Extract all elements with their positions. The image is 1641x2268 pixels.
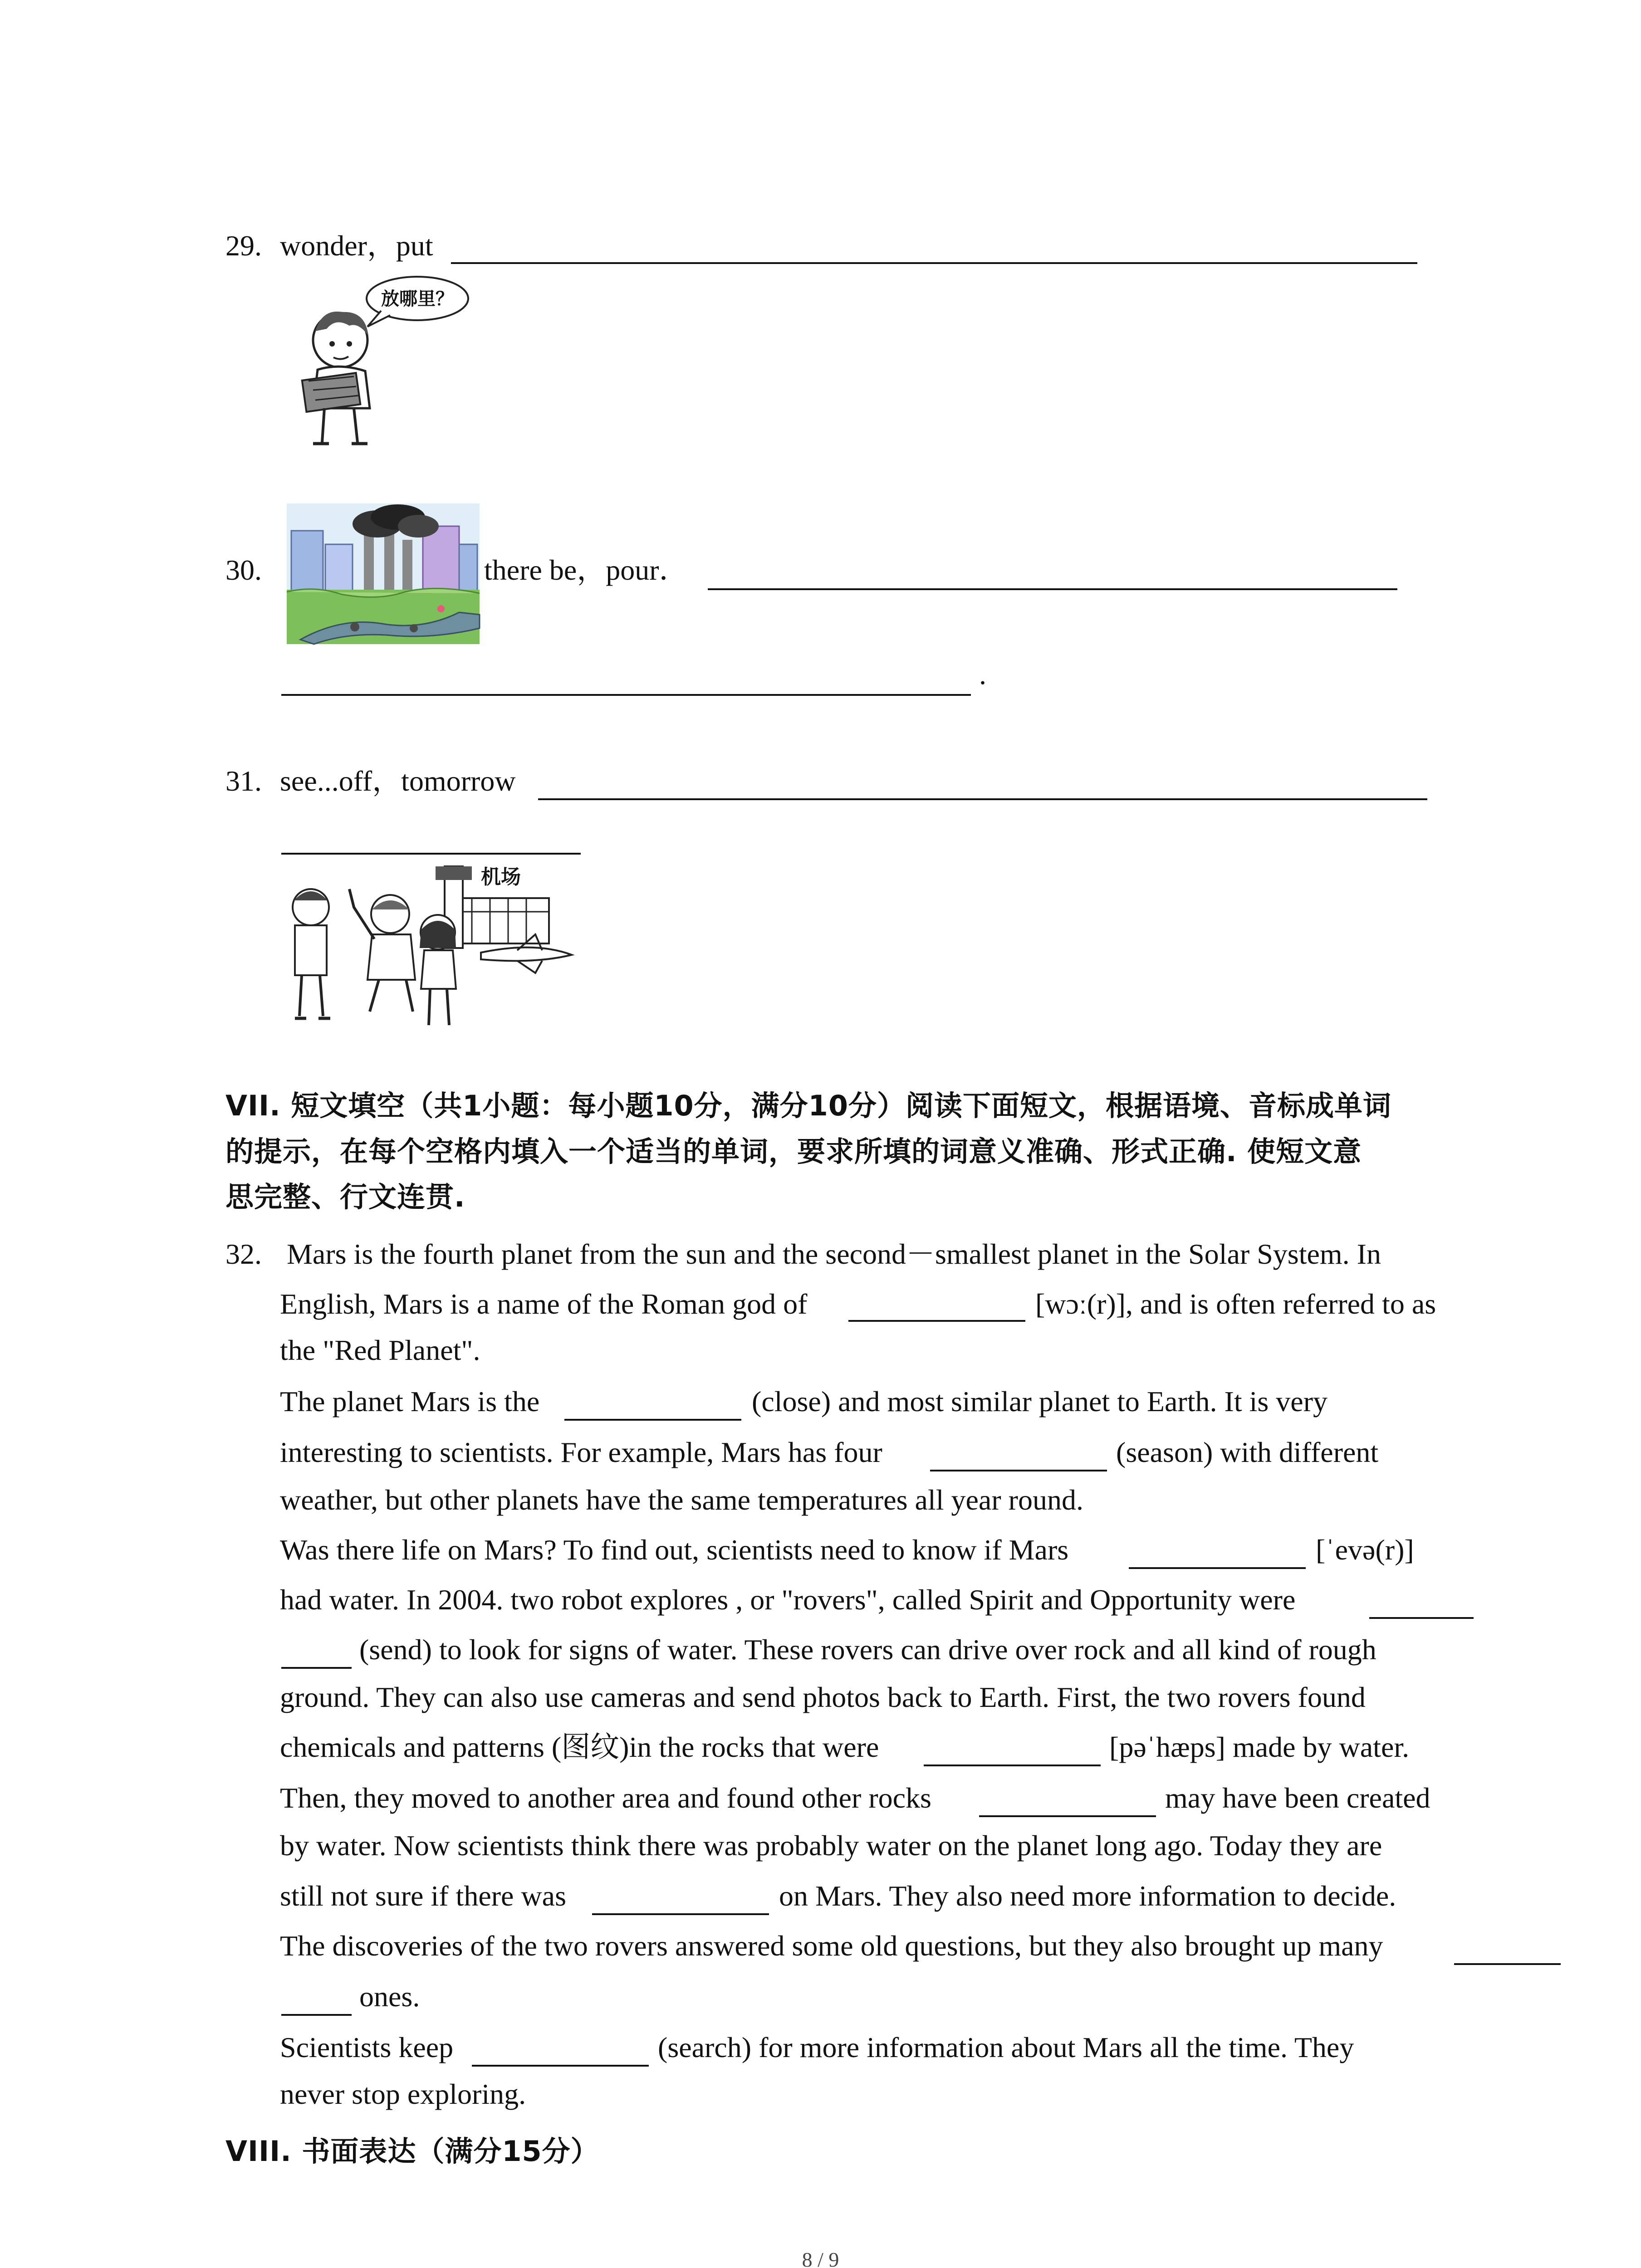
q30-answer-line-2[interactable]	[281, 694, 971, 696]
q32-number: 32.	[225, 1238, 262, 1270]
q32-text-18: may have been created	[1165, 1782, 1430, 1814]
q29-boy-illustration	[281, 272, 472, 449]
q32-text-6: (close) and most similar planet to Earth. It is very	[752, 1385, 1327, 1418]
q32-text-12: had water. In 2004. two robot explores , or "rovers", called Spirit and Opportunity were	[280, 1584, 1296, 1616]
q32-text-23: ones.	[359, 1980, 420, 2013]
airport-sign: 机场	[481, 865, 521, 889]
q32-text-20: still not sure if there was	[280, 1880, 566, 1912]
q32-text-14: ground. They can also use cameras and send photos back to Earth. First, the two rovers found	[280, 1681, 1366, 1713]
q32-text-4: the "Red Planet".	[280, 1334, 480, 1366]
q32-blank-8[interactable]	[592, 1913, 769, 1915]
q32-text-16: [pəˈhæps] made by water.	[1109, 1731, 1410, 1763]
q32-text-7: interesting to scientists. For example, Mars has four	[280, 1436, 882, 1468]
q32-text-3: [wɔː(r)], and is often referred to as	[1035, 1288, 1436, 1320]
q32-text-10: Was there life on Mars? To find out, scientists need to know if Mars	[280, 1534, 1069, 1566]
q32-blank-3[interactable]	[930, 1470, 1107, 1471]
section8-heading: VIII. 书面表达（满分15分）	[225, 2135, 599, 2168]
q32-text-13: (send) to look for signs of water. These rovers can drive over rock and all kind of rough	[359, 1633, 1376, 1666]
q30-answer-line-1[interactable]	[708, 588, 1397, 590]
section7-heading-line-1: VII. 短文填空（共1小题：每小题10分，满分10分）阅读下面短文，根据语境、音标成单词	[225, 1089, 1391, 1122]
q32-blank-10[interactable]	[472, 2065, 649, 2067]
q32-text-11: [ˈevə(r)]	[1316, 1534, 1414, 1566]
q32-text-22: The discoveries of the two rovers answered some old questions, but they also brought up many	[280, 1930, 1383, 1962]
q30-pollution-illustration	[287, 503, 480, 644]
q32-text-5: The planet Mars is the	[280, 1385, 540, 1418]
q32-text-2: English, Mars is a name of the Roman god of	[280, 1288, 808, 1320]
q31-number: 31.	[225, 765, 262, 797]
q32-blank-9b[interactable]	[281, 2014, 352, 2016]
q31-airport-illustration	[281, 857, 581, 1030]
q32-blank-1[interactable]	[848, 1320, 1025, 1322]
section7-heading-line-2: 的提示，在每个空格内填入一个适当的单词，要求所填的词意义准确、形式正确. 使短文意	[225, 1135, 1362, 1168]
q30-prompt: there be，pour．	[484, 554, 688, 586]
q32-text-8: (season) with different	[1116, 1436, 1379, 1468]
q32-text-9: weather, but other planets have the same temperatures all year round.	[280, 1484, 1083, 1516]
q31-answer-line-1[interactable]	[538, 798, 1427, 800]
q32-blank-5a[interactable]	[1369, 1617, 1474, 1619]
q29-prompt: wonder，put	[280, 230, 433, 262]
q30-number: 30.	[225, 554, 262, 586]
q32-text-17: Then, they moved to another area and found other rocks	[280, 1782, 931, 1814]
q32-text-1: Mars is the fourth planet from the sun and the second－smallest planet in the Solar System. In	[287, 1238, 1381, 1270]
q32-text-24: Scientists keep	[280, 2031, 454, 2063]
q32-blank-5b[interactable]	[281, 1667, 352, 1669]
q32-blank-9a[interactable]	[1454, 1963, 1561, 1965]
q32-blank-4[interactable]	[1129, 1567, 1306, 1569]
q29-answer-line[interactable]	[451, 262, 1417, 264]
q31-prompt: see...off，tomorrow	[280, 765, 516, 797]
q32-blank-6[interactable]	[924, 1765, 1101, 1766]
page-number: 8 / 9	[802, 2248, 839, 2268]
q32-text-15: chemicals and patterns (图纹)in the rocks that were	[280, 1731, 879, 1763]
q32-text-21: on Mars. They also need more information to decide.	[779, 1880, 1396, 1912]
q30-end-period: .	[979, 658, 986, 690]
q32-blank-2[interactable]	[564, 1419, 741, 1421]
q32-text-26: never stop exploring.	[280, 2078, 526, 2110]
q32-text-25: (search) for more information about Mars all the time. They	[658, 2031, 1354, 2063]
q32-blank-7[interactable]	[979, 1815, 1156, 1817]
section7-heading-line-3: 思完整、行文连贯.	[225, 1180, 465, 1213]
speech-bubble-text: 放哪里？	[381, 288, 454, 309]
q29-number: 29.	[225, 230, 262, 262]
q31-answer-line-2[interactable]	[281, 853, 581, 855]
q32-text-19: by water. Now scientists think there was probably water on the planet long ago. Today they are	[280, 1829, 1382, 1862]
